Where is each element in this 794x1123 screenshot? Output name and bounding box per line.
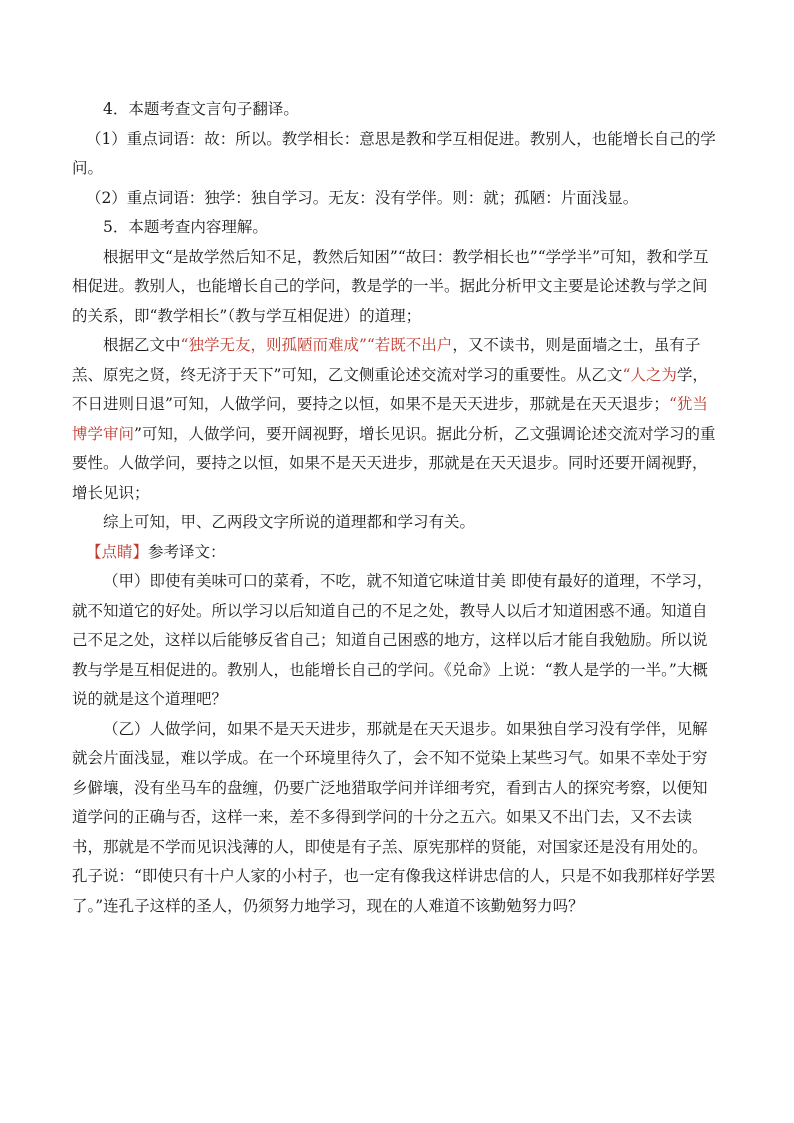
dianjing-label: 参考译文： bbox=[147, 542, 226, 561]
translation-yi: （乙）人做学问，如果不是天天进步，那就是在天天退步。如果独自学习没有学伴，见解就会片面浅显，难以学成。在一个环境里待久了，会不知不觉染上某些习气。如果不幸处于穷乡僻壤，没有坐马车的盘缠，仍要广泛地猎取学问并详细考究，看到古人的探究考察，以便知道学问的正确与否，这样一来，差不多得到学问的十分之五六。如果又不出门去，又不去读书，那就是不学而见识浅薄的人，即使是有子羔、原宪那样的贤能，对国家还是没有用处的。孔子说：“即使只有十户人家的小村子，也一定有像我这样讲忠信的人，只是不如我那样好学罢了。”连孔子这样的圣人，仍须努力地学习，现在的人难道不该勤勉努力吗？ bbox=[72, 719, 716, 915]
q4-sub1: （1）重点词语：故：所以。教学相长：意思是教和学互相促进。教别人，也能增长自己的学问。 bbox=[72, 129, 716, 177]
q5-para1: 根据甲文“是故学然后知不足，教然后知困”“故曰：教学相长也”“学学半”可知，教和学互相促进。教别人，也能增长自己的学问，教是学的一半。据此分析甲文主要是论述教与学之间的关系，即“教学相长”（教与学互相促进）的道理； bbox=[72, 247, 709, 325]
q5-para2-quote4: “犹当博学审问 bbox=[72, 395, 708, 443]
q5-para3: 综上可知，甲、乙两段文字所说的道理都和学习有关。 bbox=[103, 513, 476, 531]
q5-para2 bbox=[72, 331, 722, 508]
q5-para2-text2: ，又不读书，则是面墙之士，虽有子羔、原宪之贤，终无济于天下”可知，乙文侧重论述交流对学习的重要性。从乙文 bbox=[72, 336, 701, 384]
q5-para2-quote3: “人之为 bbox=[622, 365, 677, 384]
q5-title: 5．本题考查内容理解。 bbox=[103, 218, 268, 236]
q4-title: 4．本题考查文言句子翻译。 bbox=[103, 100, 299, 118]
document-page bbox=[72, 95, 722, 921]
q5-para2-quote1: “独学无友，则孤陋而难成” bbox=[180, 336, 367, 354]
q4-sub2: （2）重点词语：独学：独自学习。无友：没有学伴。则：就；孤陋：片面浅显。 bbox=[85, 188, 639, 207]
translation-jia: （甲）即使有美味可口的菜肴，不吃，就不知道它味道甘美 即使有最好的道理，不学习，就不知道它的好处。所以学习以后知道自己的不足之处，教导人以后才知道困惑不通。知道自己不足之处，这样以后能够反省自己；知道自己困惑的地方，这样以后才能自我勉励。所以说教与学是互相促进的。教别人，也能增长自己的学问。《兑命》上说：“教人是学的一半。”大概说的就是这个道理吧？ bbox=[72, 572, 713, 708]
dianjing-tag: 【点睛】 bbox=[85, 542, 148, 561]
dianjing-line bbox=[72, 538, 722, 568]
q5-para2-text4: ”可知，人做学问，要开阔视野，增长见识。据此分析，乙文强调论述交流对学习的重要性。人做学问，要持之以恒，如果不是天天进步，那就是在天天退步。同时还要开阔视野，增长见识； bbox=[72, 424, 716, 502]
q5-para2-quote2: “若既不出户 bbox=[366, 336, 453, 354]
q5-para2-text3: 学，不日进则日退”可知，人做学问，要持之以恒，如果不是天天进步，那就是在天天退步； bbox=[72, 365, 708, 413]
q5-para2-text1: 根据乙文中 bbox=[103, 336, 181, 354]
